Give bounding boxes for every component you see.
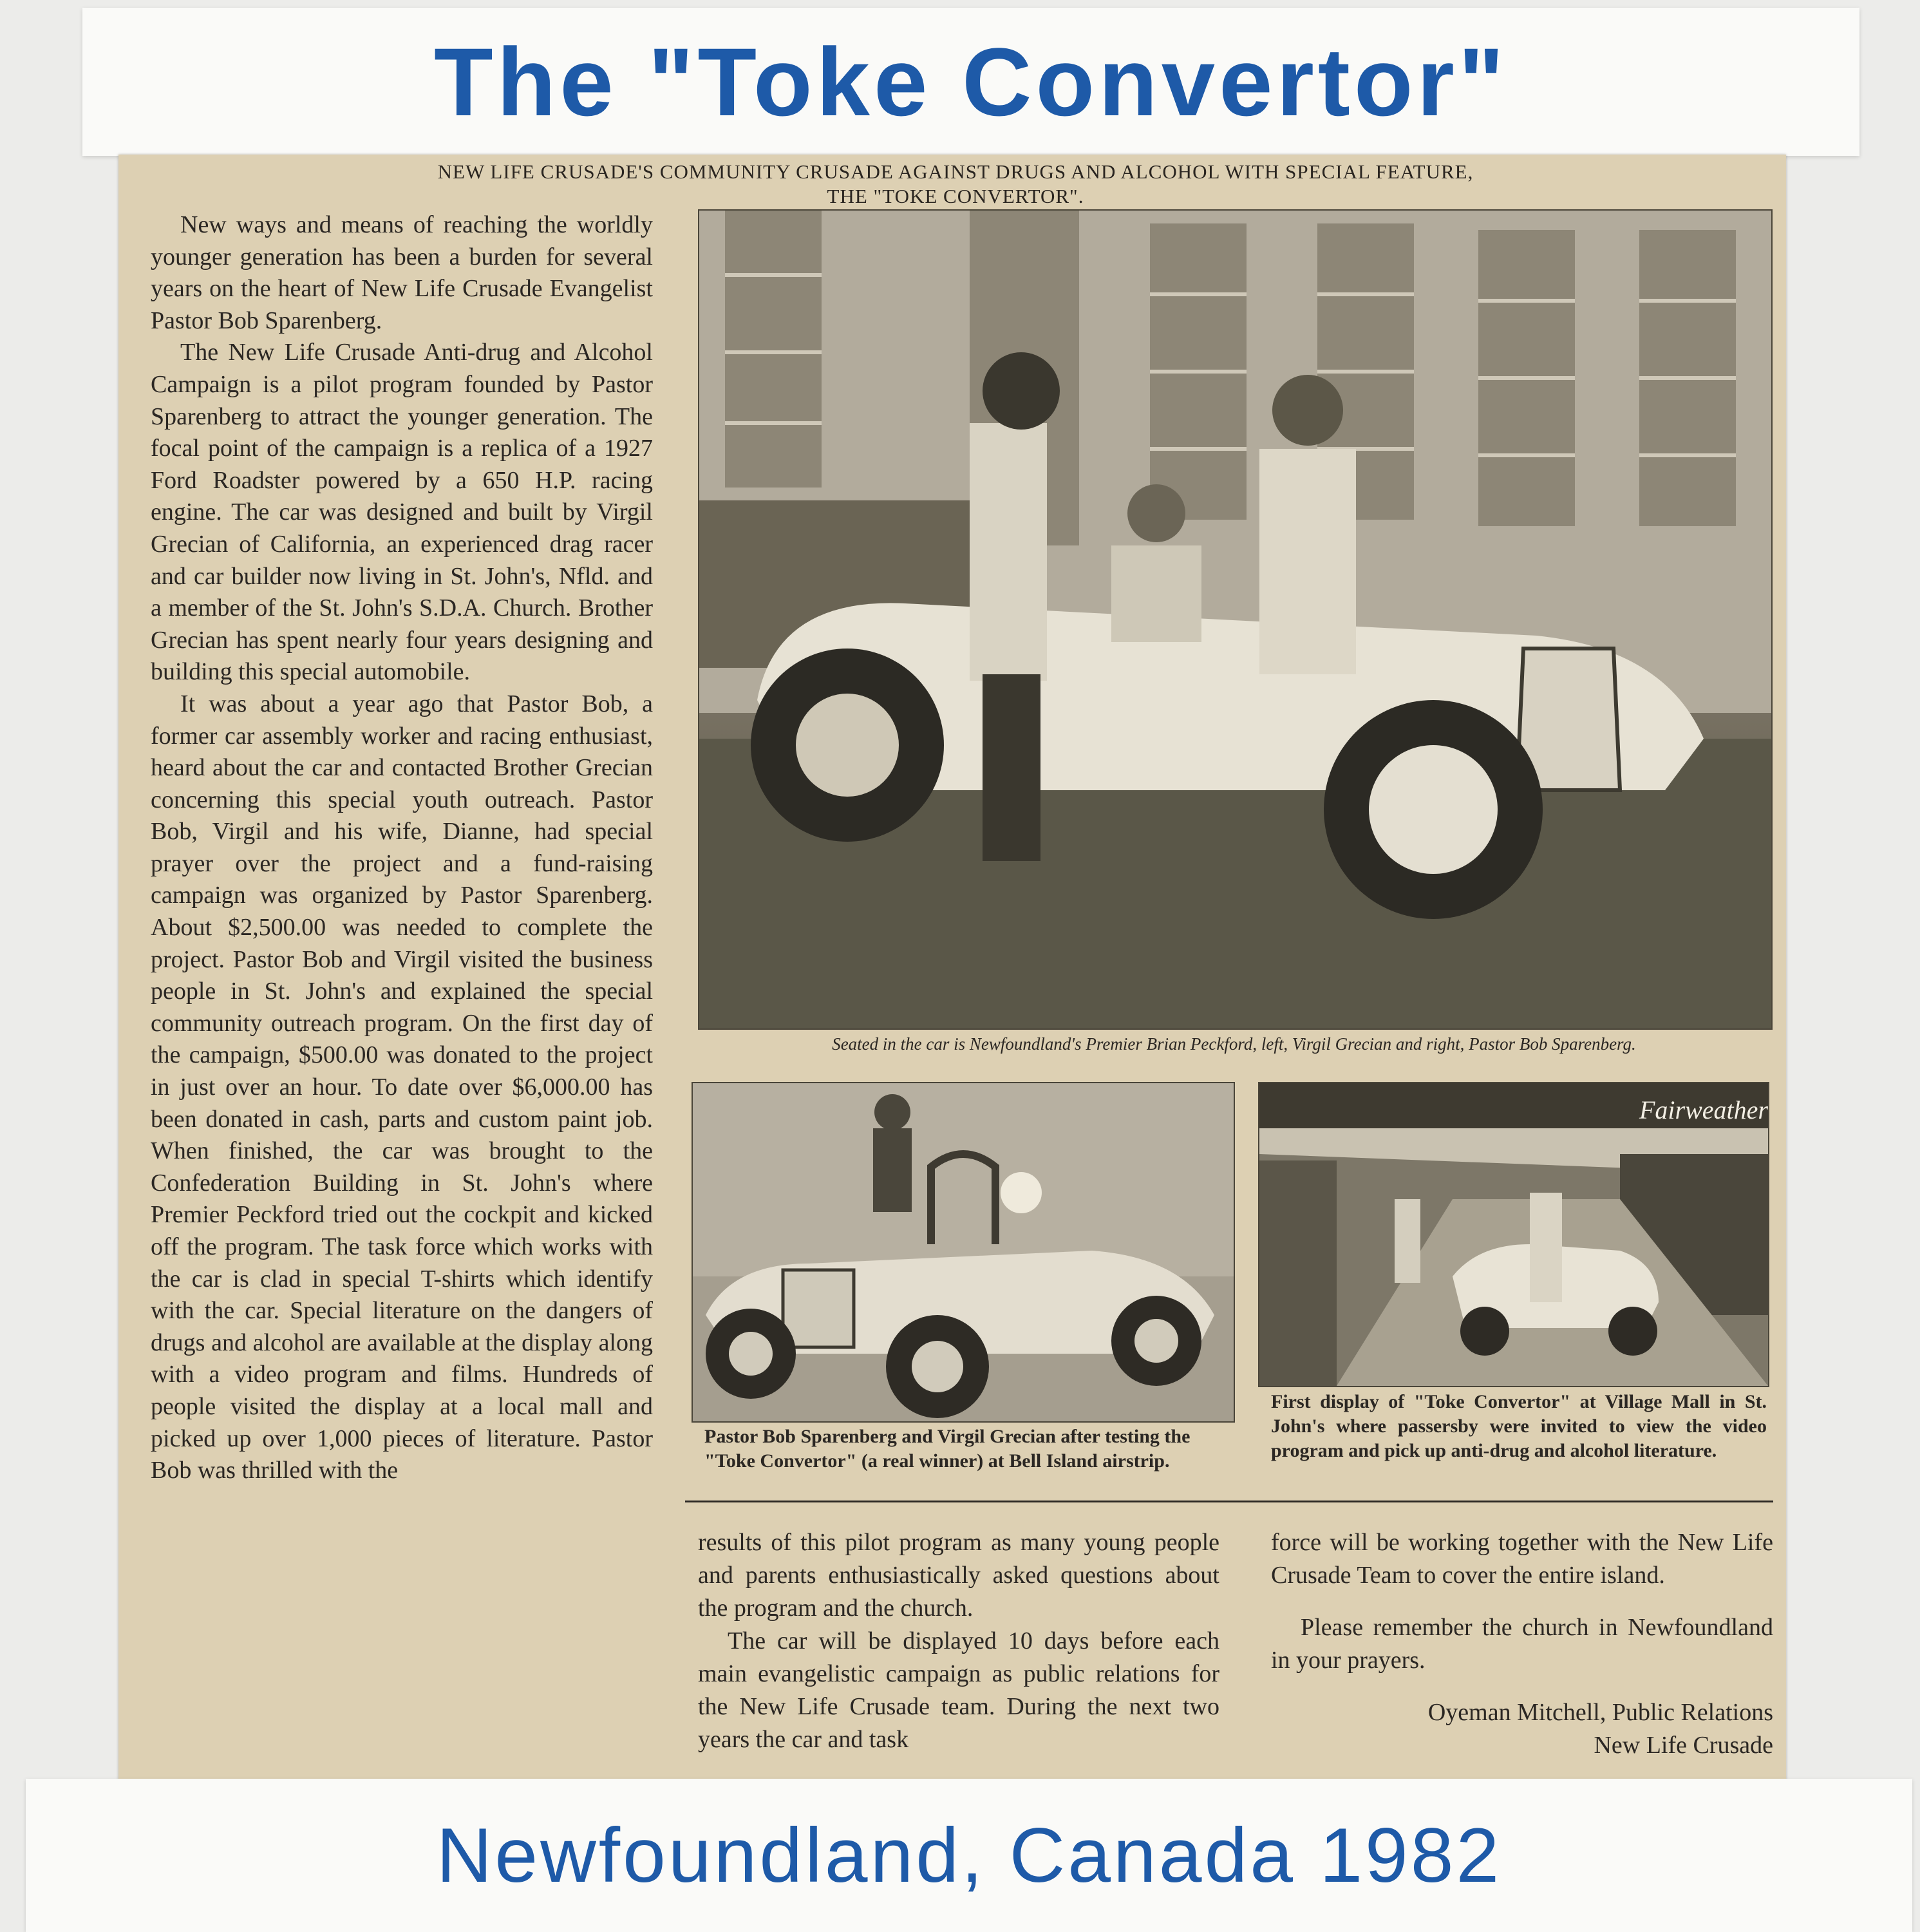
main-photo-car-with-three-men xyxy=(698,209,1773,1030)
headline-line-1: NEW LIFE CRUSADE'S COMMUNITY CRUSADE AGAINST DRUGS AND ALCOHOL WITH SPECIAL FEATURE, xyxy=(437,160,1474,183)
photo-car-at-airstrip xyxy=(692,1082,1235,1423)
column-divider-rule xyxy=(685,1501,1773,1502)
paragraph: force will be working together with the New Life Crusade Team to cover the entire island. xyxy=(1271,1529,1773,1589)
main-photo-caption: Seated in the car is Newfoundland's Premier Brian Peckford, left, Virgil Grecian and right, Pastor Bob Sparenberg. xyxy=(832,1034,1636,1054)
paragraph: Please remember the church in Newfoundland in your prayers. xyxy=(1271,1614,1773,1674)
paragraph: The car will be displayed 10 days before each main evangelistic campaign as public relations for the New Life Crusade team. During the next two years the car and task xyxy=(698,1627,1219,1753)
store-sign: Fairweather xyxy=(1639,1095,1768,1124)
signature-line-2: New Life Crusade xyxy=(1594,1732,1773,1759)
mall-photo-caption: First display of "Toke Convertor" at Village Mall in St. John's where passersby were invited to view the video program and pick up anti-drug and alcohol literature. xyxy=(1271,1391,1767,1461)
paragraph: It was about a year ago that Pastor Bob, a former car assembly worker and racing enthusiast, heard about the car and contacted Brother Grecian concerning this special youth outreach. Pastor Bob, Virgil and his wife, Dianne, had special prayer over the project and a fund-raising campaign was organized by Pastor Sparenberg. About $2,500.00 was needed to complete the project. Pastor Bob and Virgil visited the business people in St. John's and explained the special community outreach program. On the first day of the campaign, $500.00 was donated to the project in just over an hour. To date over $6,000.00 has been donated in cash, parts and custom paint job. When finished, the car was brought to the Confederation Building in St. John's where Premier Peckford tried out the cockpit and kicked off the program. The task force which works with the car is clad in special T-shirts which identify with the car. Special literature on the dangers of drugs and alcohol are available at the display along with a video program and films. Hundreds of people visited the display at a local mall and picked up over 1,000 pieces of literature. Pastor Bob was thrilled with the xyxy=(151,690,653,1484)
signature-line-1: Oyeman Mitchell, Public Relations xyxy=(1427,1699,1773,1726)
paragraph: results of this pilot program as many young people and parents enthusiastically asked questions about the program and the church. xyxy=(698,1529,1219,1622)
bottom-location-label: Newfoundland, Canada 1982 xyxy=(26,1779,1912,1932)
paragraph: The New Life Crusade Anti-drug and Alcohol Campaign is a pilot program founded by Pastor Sparenberg to attract the younger generation. The focal point of the campaign is a replica of a 1927 Ford Roadster powered by a 650 H.P. racing engine. The car was designed and built by Virgil Grecian of California, an experienced drag racer and car builder now living in St. John's, Nfld. and a member of the St. John's S.D.A. Church. Brother Grecian has spent nearly four years designing and building this special automobile. xyxy=(151,339,653,686)
paragraph: New ways and means of reaching the worldly younger generation has been a burden for several years on the heart of New Life Crusade Evangelist Pastor Bob Sparenberg. xyxy=(151,211,653,334)
airstrip-photo-caption: Pastor Bob Sparenberg and Virgil Grecian after testing the "Toke Convertor" (a real winner) at Bell Island airstrip. xyxy=(704,1426,1191,1472)
headline-line-2: THE "TOKE CONVERTOR". xyxy=(827,185,1084,207)
top-title-label: The "Toke Convertor" xyxy=(82,8,1859,156)
clipping-headline xyxy=(247,160,1664,209)
newspaper-clipping xyxy=(118,155,1786,1803)
article-column-3 xyxy=(1271,1526,1773,1762)
article-column-2 xyxy=(698,1526,1219,1756)
photo-car-in-mall xyxy=(1258,1082,1769,1387)
article-column-1 xyxy=(151,209,653,1487)
